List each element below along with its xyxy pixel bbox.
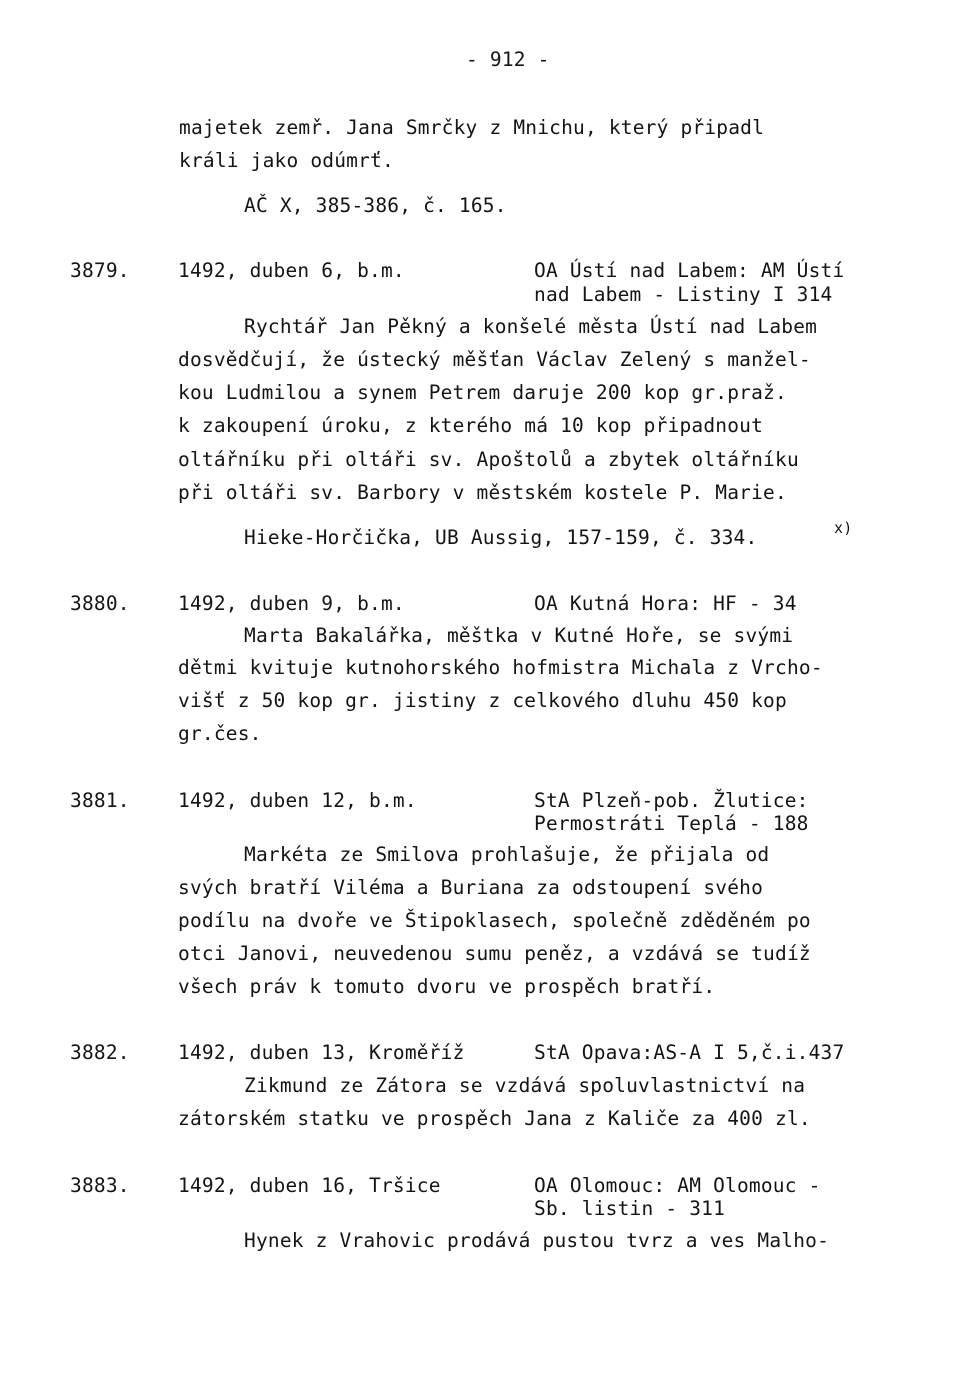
entry-text-line: Marta Bakalářka, měštka v Kutné Hoře, se svými bbox=[244, 624, 794, 647]
entry-archive: nad Labem - Listiny I 314 bbox=[534, 283, 833, 306]
entry-text-line: višť z 50 kop gr. jistiny z celkového dluhu 450 kop bbox=[178, 689, 787, 712]
entry-text-line: Rychtář Jan Pěkný a konšelé města Ústí nad Labem bbox=[244, 315, 818, 338]
continuation-source: AČ X, 385-386, č. 165. bbox=[244, 194, 507, 217]
entry-archive: Permostráti Teplá - 188 bbox=[534, 812, 809, 835]
entry-date-place: 1492, duben 12, b.m. bbox=[178, 789, 417, 812]
entry-text-line: Hynek z Vrahovic prodává pustou tvrz a ves Malho- bbox=[244, 1229, 830, 1252]
entry-text-line: k zakoupení úroku, z kterého má 10 kop připadnout bbox=[178, 414, 764, 437]
entry-number: 3879. bbox=[70, 259, 130, 282]
continuation-line: králi jako odúmrť. bbox=[179, 149, 394, 172]
entry-source: Hieke-Horčička, UB Aussig, 157-159, č. 334. bbox=[244, 526, 758, 549]
entry-number: 3881. bbox=[70, 789, 130, 812]
entry-number: 3880. bbox=[70, 592, 130, 615]
entry-text-line: všech práv k tomuto dvoru ve prospěch bratří. bbox=[178, 975, 716, 998]
entry-date-place: 1492, duben 13, Kroměříž bbox=[178, 1041, 465, 1064]
entry-text-line: kou Ludmilou a synem Petrem daruje 200 kop gr.praž. bbox=[178, 381, 787, 404]
footnote-mark: x) bbox=[834, 519, 853, 537]
continuation-line: majetek zemř. Jana Smrčky z Mnichu, který připadl bbox=[179, 116, 765, 139]
entry-text-line: podílu na dvoře ve Štipoklasech, společně zděděném po bbox=[178, 909, 811, 932]
entry-archive: OA Kutná Hora: HF - 34 bbox=[534, 592, 797, 615]
entry-number: 3883. bbox=[70, 1174, 130, 1197]
entry-archive: StA Plzeň-pob. Žlutice: bbox=[534, 789, 809, 812]
entry-text-line: zátorském statku ve prospěch Jana z Kaliče za 400 zl. bbox=[178, 1107, 811, 1130]
entry-date-place: 1492, duben 9, b.m. bbox=[178, 592, 405, 615]
entry-date-place: 1492, duben 16, Tršice bbox=[178, 1174, 441, 1197]
entry-archive: Sb. listin - 311 bbox=[534, 1197, 726, 1220]
page-number: - 912 - bbox=[466, 48, 550, 71]
entry-date-place: 1492, duben 6, b.m. bbox=[178, 259, 405, 282]
entry-text-line: při oltáři sv. Barbory v městském kostele P. Marie. bbox=[178, 481, 787, 504]
entry-text-line: dosvědčují, že ústecký měšťan Václav Zelený s manžel- bbox=[178, 348, 811, 371]
entry-text-line: gr.čes. bbox=[178, 722, 262, 745]
entry-archive: OA Ústí nad Labem: AM Ústí bbox=[534, 259, 845, 282]
entry-text-line: Zikmund ze Zátora se vzdává spoluvlastnictví na bbox=[244, 1074, 806, 1097]
entry-text-line: otci Janovi, neuvedenou sumu peněz, a vzdává se tudíž bbox=[178, 942, 811, 965]
entry-text-line: oltářníku při oltáři sv. Apoštolů a zbytek oltářníku bbox=[178, 448, 799, 471]
entry-text-line: svých bratří Viléma a Buriana za odstoupení svého bbox=[178, 876, 764, 899]
entry-number: 3882. bbox=[70, 1041, 130, 1064]
entry-text-line: Markéta ze Smilova prohlašuje, že přijala od bbox=[244, 843, 770, 866]
entry-text-line: dětmi kvituje kutnohorského hofmistra Michala z Vrcho- bbox=[178, 656, 823, 679]
entry-archive: OA Olomouc: AM Olomouc - bbox=[534, 1174, 821, 1197]
entry-archive: StA Opava:AS-A I 5,č.i.437 bbox=[534, 1041, 845, 1064]
